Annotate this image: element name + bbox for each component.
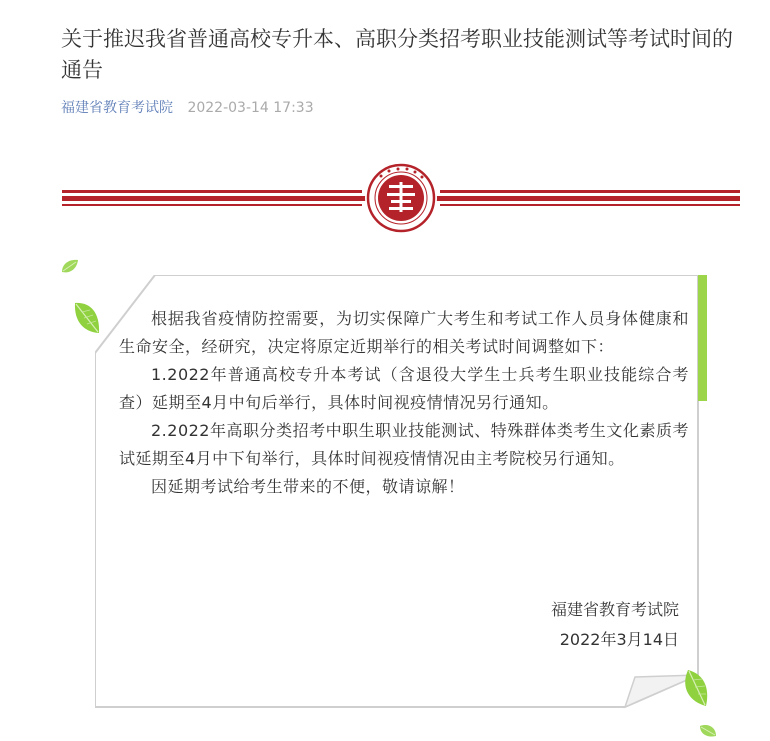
exam-authority-seal-icon bbox=[365, 162, 437, 234]
signature-date: 2022年3月14日 bbox=[559, 630, 679, 649]
article-source-link[interactable]: 福建省教育考试院 bbox=[61, 100, 173, 116]
article-title: 关于推迟我省普通高校专升本、高职分类招考职业技能测试等考试时间的通告 bbox=[61, 27, 733, 82]
leaf-icon bbox=[60, 258, 80, 276]
article-datetime: 2022-03-14 17:33 bbox=[187, 100, 314, 116]
banner-right-lines bbox=[435, 190, 740, 206]
leaf-icon bbox=[678, 668, 712, 708]
notice-signature bbox=[551, 595, 679, 655]
leaf-icon bbox=[72, 300, 102, 336]
notice-card bbox=[95, 275, 707, 710]
signature-org: 福建省教育考试院 bbox=[550, 600, 679, 619]
banner-left-lines bbox=[62, 190, 367, 206]
notice-paragraph-item-2: 2.2022年高职分类招考中职生职业技能测试、特殊群体类考生文化素质考试延期至4月中下旬举行，具体时间视疫情情况由主考院校另行通知。 bbox=[119, 421, 689, 468]
notice-body bbox=[119, 305, 689, 501]
notice-paragraph-apology: 因延期考试给考生带来的不便，敬请谅解！ bbox=[151, 477, 465, 496]
article-meta bbox=[61, 98, 314, 118]
header-banner bbox=[62, 160, 740, 240]
card-accent-bar bbox=[698, 275, 707, 401]
leaf-icon bbox=[698, 722, 718, 740]
notice-paragraph-intro: 根据我省疫情防控需要，为切实保障广大考生和考试工作人员身体健康和生命安全，经研究，决定将原定近期举行的相关考试时间调整如下： bbox=[119, 309, 689, 356]
notice-paragraph-item-1: 1.2022年普通高校专升本考试（含退役大学生士兵考生职业技能综合考查）延期至4月中旬后举行，具体时间视疫情情况另行通知。 bbox=[119, 365, 689, 412]
